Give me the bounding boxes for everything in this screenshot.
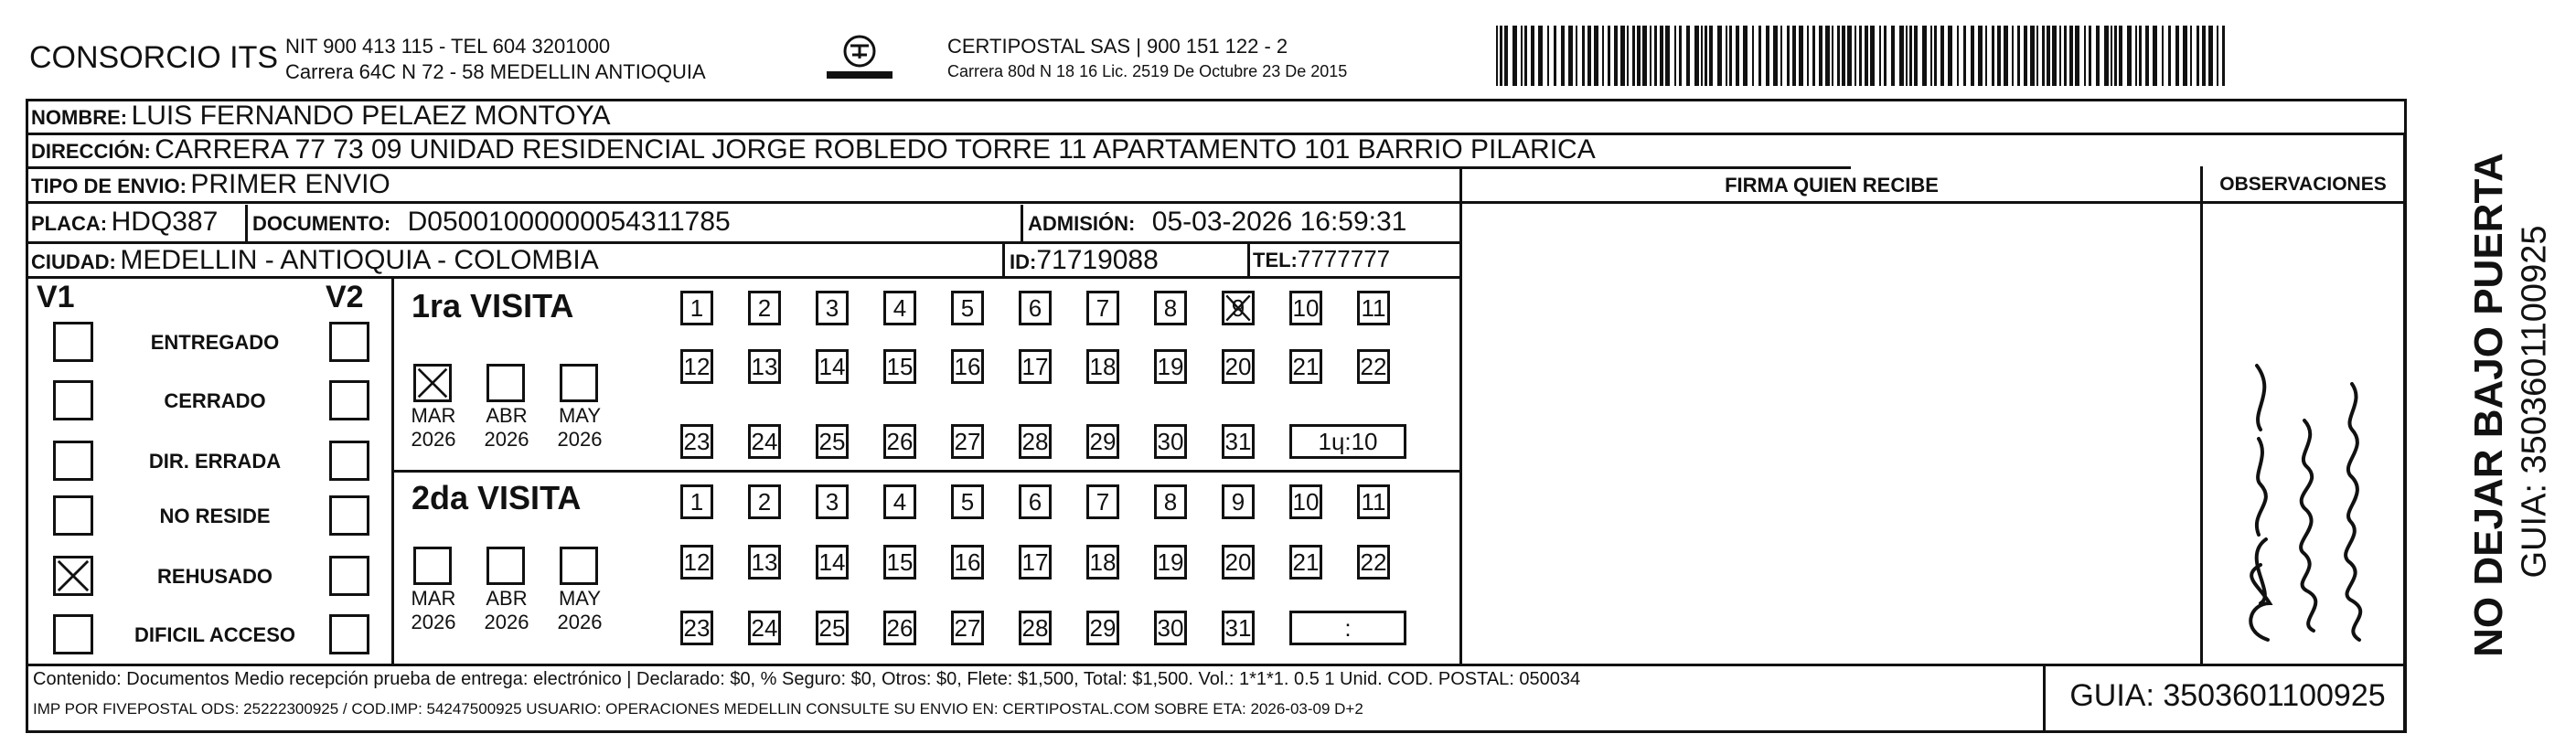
placa-row — [31, 207, 218, 238]
side-no-dejar: NO DEJAR BAJO PUERTA — [2466, 153, 2511, 657]
status-label: DIFICIL ACCESO — [134, 623, 295, 646]
day-box[interactable]: 29 — [1086, 611, 1119, 645]
day-box[interactable]: 25 — [816, 424, 849, 459]
barcode-bar — [1642, 26, 1647, 86]
nombre-label: NOMBRE: — [31, 106, 128, 129]
company-nit: NIT 900 413 115 - TEL 604 3201000 — [285, 35, 611, 58]
day-box[interactable]: 4 — [883, 484, 916, 519]
month-checkbox[interactable] — [413, 547, 452, 585]
barcode-bar — [1561, 26, 1565, 86]
year-label: 2026 — [557, 611, 603, 633]
barcode-bar — [1859, 26, 1862, 86]
day-box[interactable]: 26 — [883, 424, 916, 459]
footer-imp: IMP POR FIVEPOSTAL ODS: 25222300925 / COD.IMP: 54247500925 USUARIO: OPERACIONES MEDELLIN CONSULTE SU ENVIO EN: CERTIPOSTAL.COM SOBRE ETA: 2026-03-09 D+2 — [33, 700, 1363, 718]
barcode-bar — [1985, 26, 1987, 86]
status-label: CERRADO — [164, 389, 266, 412]
day-box[interactable]: 14 — [816, 545, 849, 580]
day-box[interactable]: 15 — [883, 545, 916, 580]
barcode-bar — [1792, 26, 1796, 86]
month-label: ABR — [486, 404, 528, 427]
day-box[interactable]: 9 — [1222, 484, 1255, 519]
day-box[interactable]: 18 — [1086, 349, 1119, 384]
barcode-bar — [2075, 26, 2079, 86]
barcode-bar — [1847, 26, 1852, 86]
day-box[interactable]: 11 — [1357, 291, 1390, 325]
month-checkbox[interactable] — [486, 547, 525, 585]
barcode-bar — [1568, 26, 1573, 86]
barcode-bar — [2190, 26, 2192, 86]
barcode-bar — [2042, 26, 2045, 86]
day-box[interactable]: 18 — [1086, 545, 1119, 580]
year-label: 2026 — [484, 428, 529, 451]
year-label: 2026 — [411, 428, 456, 451]
day-box[interactable]: 11 — [1357, 484, 1390, 519]
v1-header: V1 — [37, 280, 75, 314]
barcode-bar — [1650, 26, 1651, 86]
barcode-bar — [2222, 26, 2225, 86]
barcode-bar — [1819, 26, 1822, 86]
barcode-bar — [1906, 26, 1908, 86]
status-label: DIR. ERRADA — [148, 450, 282, 473]
admision-label: ADMISIÓN: — [1028, 212, 1136, 235]
barcode-bar — [1934, 26, 1937, 86]
day-box[interactable]: 19 — [1154, 349, 1187, 384]
barcode — [1496, 26, 2228, 86]
barcode-bar — [1884, 26, 1887, 86]
barcode-bar — [1879, 26, 1881, 86]
barcode-bar — [2168, 26, 2171, 86]
barcode-bar — [2012, 26, 2014, 86]
day-box[interactable]: 5 — [951, 291, 984, 325]
handwritten-note — [2204, 329, 2401, 658]
day-box[interactable]: 8 — [1154, 484, 1187, 519]
barcode-bar — [1766, 26, 1769, 86]
barcode-bar — [1701, 26, 1703, 86]
barcode-bar — [1686, 26, 1690, 86]
ciudad-value: MEDELLIN - ANTIOQUIA - COLOMBIA — [120, 245, 599, 275]
placa-value: HDQ387 — [111, 207, 219, 237]
id-label: ID: — [1010, 250, 1037, 273]
certipostal-info: CERTIPOSTAL SAS | 900 151 122 - 2 — [947, 35, 1288, 58]
barcode-bar — [1899, 26, 1904, 86]
barcode-bar — [1773, 26, 1778, 86]
barcode-bar — [2096, 26, 2100, 86]
status-label: REHUSADO — [157, 565, 273, 588]
barcode-bar — [1679, 26, 1682, 86]
barcode-bar — [1812, 26, 1815, 86]
barcode-bar — [1729, 26, 1732, 86]
barcode-bar — [1799, 26, 1803, 86]
day-box[interactable]: 17 — [1019, 349, 1052, 384]
barcode-bar — [1825, 26, 1830, 86]
barcode-bar — [2127, 26, 2132, 86]
barcode-bar — [1940, 26, 1944, 86]
month-checkbox[interactable] — [560, 364, 598, 402]
day-box[interactable]: 8 — [1154, 291, 1187, 325]
barcode-bar — [1971, 26, 1974, 86]
barcode-bar — [1743, 26, 1748, 86]
barcode-bar — [2139, 26, 2142, 86]
day-box[interactable]: 10 — [1289, 484, 1322, 519]
tipo-value: PRIMER ENVIO — [190, 169, 390, 199]
barcode-bar — [1632, 26, 1635, 86]
barcode-bar — [1997, 26, 2001, 86]
tipo-row — [31, 169, 390, 200]
barcode-bar — [1705, 26, 1707, 86]
v2-checkbox[interactable] — [329, 556, 369, 596]
nombre-value: LUIS FERNANDO PELAEZ MONTOYA — [131, 101, 611, 131]
v2-checkbox[interactable] — [329, 495, 369, 536]
placa-label: PLACA: — [31, 212, 108, 235]
barcode-bar — [1865, 26, 1868, 86]
barcode-bar — [1842, 26, 1845, 86]
year-label: 2026 — [484, 611, 529, 633]
month-label: MAR — [411, 404, 456, 427]
month-label: MAR — [411, 587, 456, 610]
barcode-bar — [1496, 26, 1498, 86]
barcode-bar — [2217, 26, 2218, 86]
v1-checkbox[interactable] — [53, 322, 93, 362]
barcode-bar — [1752, 26, 1754, 86]
certipostal-logo — [814, 31, 905, 86]
barcode-bar — [2069, 26, 2073, 86]
v1-checkbox[interactable] — [53, 556, 93, 596]
day-box[interactable]: 28 — [1019, 611, 1052, 645]
barcode-bar — [1780, 26, 1782, 86]
barcode-bar — [2004, 26, 2008, 86]
day-box[interactable]: 16 — [951, 545, 984, 580]
day-box[interactable]: 27 — [951, 424, 984, 459]
day-box[interactable]: 17 — [1019, 545, 1052, 580]
barcode-bar — [2202, 26, 2206, 86]
year-label: 2026 — [557, 428, 603, 451]
day-box[interactable]: 4 — [883, 291, 916, 325]
side-guia: GUIA: 3503601100925 — [2515, 225, 2554, 579]
barcode-bar — [1807, 26, 1809, 86]
day-box[interactable]: 2 — [748, 291, 781, 325]
day-box[interactable]: 3 — [816, 291, 849, 325]
day-box[interactable]: 23 — [680, 424, 713, 459]
time-field[interactable]: : — [1289, 611, 1406, 645]
month-checkbox[interactable] — [413, 364, 452, 402]
barcode-bar — [1627, 26, 1629, 86]
barcode-bar — [1554, 26, 1556, 86]
barcode-bar — [2119, 26, 2122, 86]
documento-row — [252, 207, 731, 238]
ciudad-label: CIUDAD: — [31, 250, 116, 273]
barcode-bar — [1758, 26, 1761, 86]
company-name: CONSORCIO ITS — [29, 40, 279, 75]
barcode-bar — [1504, 26, 1508, 86]
day-box[interactable]: 5 — [951, 484, 984, 519]
barcode-bar — [1594, 26, 1598, 86]
barcode-bar — [2104, 26, 2109, 86]
barcode-bar — [2153, 26, 2157, 86]
barcode-bar — [1614, 26, 1618, 86]
barcode-bar — [2145, 26, 2149, 86]
company-address: Carrera 64C N 72 - 58 MEDELLIN ANTIOQUIA — [285, 60, 706, 83]
barcode-bar — [2064, 26, 2067, 86]
month-label: MAY — [558, 587, 602, 610]
barcode-bar — [1524, 26, 1527, 86]
barcode-bar — [1837, 26, 1840, 86]
barcode-bar — [1660, 26, 1663, 86]
barcode-bar — [1717, 26, 1722, 86]
barcode-bar — [1587, 26, 1591, 86]
day-box[interactable]: 24 — [748, 424, 781, 459]
footer-content: Contenido: Documentos Medio recepción prueba de entrega: electrónico | Declarado: $0, % Seguro: $0, Otros: $0, Flete: $1,500, Total: $1,500. Vol.: 1*1*1. 0.5 1 Unid. COD. POSTAL: 050034 — [33, 669, 1581, 689]
day-box[interactable]: 6 — [1019, 291, 1052, 325]
barcode-bar — [2175, 26, 2179, 86]
time-field[interactable]: 1ɥ:10 — [1289, 424, 1406, 459]
tel-row — [1253, 245, 1390, 273]
barcode-bar — [1891, 26, 1895, 86]
barcode-bar — [1978, 26, 1983, 86]
barcode-bar — [2197, 26, 2199, 86]
barcode-bar — [1930, 26, 1932, 86]
admision-row — [1028, 207, 1406, 238]
day-box[interactable]: 31 — [1222, 424, 1255, 459]
barcode-bar — [1538, 26, 1543, 86]
barcode-bar — [1521, 26, 1523, 86]
barcode-bar — [1531, 26, 1534, 86]
day-box[interactable]: 13 — [748, 545, 781, 580]
id-row — [1010, 245, 1159, 276]
barcode-bar — [1832, 26, 1833, 86]
id-value: 71719088 — [1036, 245, 1159, 275]
footer-guia: GUIA: 3503601100925 — [2069, 678, 2386, 713]
day-box[interactable]: 14 — [816, 349, 849, 384]
month-label: ABR — [486, 587, 528, 610]
barcode-bar — [2208, 26, 2213, 86]
barcode-bar — [1957, 26, 1959, 86]
day-box[interactable]: 1 — [680, 484, 713, 519]
barcode-bar — [1602, 26, 1604, 86]
barcode-bar — [1922, 26, 1927, 86]
day-box[interactable]: 22 — [1357, 545, 1390, 580]
day-box[interactable]: 12 — [680, 349, 713, 384]
side-text — [2410, 108, 2575, 729]
day-box[interactable]: 20 — [1222, 349, 1255, 384]
day-box[interactable]: 30 — [1154, 611, 1187, 645]
day-box[interactable]: 2 — [748, 484, 781, 519]
v1-checkbox[interactable] — [53, 441, 93, 481]
tel-label: TEL: — [1253, 249, 1298, 271]
barcode-bar — [2111, 26, 2112, 86]
barcode-bar — [1665, 26, 1670, 86]
barcode-bar — [2017, 26, 2020, 86]
month-label: MAY — [558, 404, 602, 427]
day-box[interactable]: 23 — [680, 611, 713, 645]
v2-checkbox[interactable] — [329, 614, 369, 654]
barcode-bar — [1709, 26, 1713, 86]
barcode-bar — [1736, 26, 1739, 86]
barcode-bar — [2024, 26, 2027, 86]
day-box[interactable]: 7 — [1086, 291, 1119, 325]
v2-checkbox[interactable] — [329, 441, 369, 481]
barcode-bar — [2162, 26, 2164, 86]
barcode-bar — [1674, 26, 1676, 86]
day-box[interactable]: 13 — [748, 349, 781, 384]
barcode-bar — [1726, 26, 1727, 86]
day-box[interactable]: 28 — [1019, 424, 1052, 459]
barcode-bar — [1948, 26, 1952, 86]
day-box[interactable]: 30 — [1154, 424, 1187, 459]
day-box[interactable]: 22 — [1357, 349, 1390, 384]
day-box[interactable]: 21 — [1289, 545, 1322, 580]
day-box[interactable]: 26 — [883, 611, 916, 645]
day-box[interactable]: 20 — [1222, 545, 1255, 580]
direccion-row — [31, 134, 1596, 165]
day-box[interactable]: 21 — [1289, 349, 1322, 384]
v1-checkbox[interactable] — [53, 495, 93, 536]
v1-checkbox[interactable] — [53, 614, 93, 654]
day-box[interactable]: 12 — [680, 545, 713, 580]
barcode-bar — [1909, 26, 1912, 86]
day-box[interactable]: 25 — [816, 611, 849, 645]
visit1-title: 1ra VISITA — [412, 287, 574, 324]
day-box[interactable]: 9 — [1222, 291, 1255, 325]
day-box[interactable]: 3 — [816, 484, 849, 519]
nombre-row — [31, 101, 611, 132]
barcode-bar — [2089, 26, 2091, 86]
visit2-title: 2da VISITA — [412, 479, 582, 516]
barcode-bar — [1576, 26, 1577, 86]
day-box[interactable]: 6 — [1019, 484, 1052, 519]
barcode-bar — [1855, 26, 1856, 86]
admision-value: 05-03-2026 16:59:31 — [1151, 207, 1407, 237]
v2-checkbox[interactable] — [329, 380, 369, 420]
barcode-bar — [2052, 26, 2057, 86]
barcode-bar — [1992, 26, 1994, 86]
v2-header: V2 — [326, 280, 364, 314]
barcode-bar — [2036, 26, 2038, 86]
barcode-bar — [1620, 26, 1625, 86]
tipo-label: TIPO DE ENVIO: — [31, 175, 187, 197]
barcode-bar — [1963, 26, 1966, 86]
barcode-bar — [1500, 26, 1502, 86]
documento-value: D05001000000054311785 — [407, 207, 731, 237]
status-label: NO RESIDE — [159, 505, 271, 527]
month-checkbox[interactable] — [486, 364, 525, 402]
day-box[interactable]: 19 — [1154, 545, 1187, 580]
documento-label: DOCUMENTO: — [252, 212, 391, 235]
day-box[interactable]: 29 — [1086, 424, 1119, 459]
barcode-bar — [2047, 26, 2050, 86]
day-box[interactable]: 7 — [1086, 484, 1119, 519]
tel-value: 7777777 — [1297, 245, 1391, 272]
barcode-bar — [2059, 26, 2061, 86]
firma-header: FIRMA QUIEN RECIBE — [1725, 174, 1939, 197]
day-box[interactable]: 16 — [951, 349, 984, 384]
direccion-value: CARRERA 77 73 09 UNIDAD RESIDENCIAL JORGE ROBLEDO TORRE 11 APARTAMENTO 101 BARRIO PILARICA — [155, 134, 1596, 165]
day-box[interactable]: 15 — [883, 349, 916, 384]
barcode-bar — [2183, 26, 2187, 86]
barcode-bar — [2084, 26, 2086, 86]
barcode-bar — [2030, 26, 2035, 86]
barcode-bar — [1547, 26, 1549, 86]
ciudad-row — [31, 245, 599, 276]
status-label: ENTREGADO — [150, 331, 280, 354]
certipostal-license: Carrera 80d N 18 16 Lic. 2519 De Octubre 23 De 2015 — [947, 62, 1348, 80]
day-box[interactable]: 31 — [1222, 611, 1255, 645]
barcode-bar — [1608, 26, 1610, 86]
barcode-bar — [1787, 26, 1790, 86]
day-box[interactable]: 27 — [951, 611, 984, 645]
barcode-bar — [2135, 26, 2137, 86]
barcode-bar — [1637, 26, 1641, 86]
direccion-label: DIRECCIÓN: — [31, 140, 151, 163]
day-box[interactable]: 24 — [748, 611, 781, 645]
barcode-bar — [1694, 26, 1699, 86]
observaciones-header: OBSERVACIONES — [2219, 174, 2387, 195]
month-checkbox[interactable] — [560, 547, 598, 585]
barcode-bar — [1870, 26, 1875, 86]
day-box[interactable]: 1 — [680, 291, 713, 325]
v1-checkbox[interactable] — [53, 380, 93, 420]
barcode-bar — [1914, 26, 1918, 86]
barcode-bar — [1654, 26, 1657, 86]
day-box[interactable]: 10 — [1289, 291, 1322, 325]
v2-checkbox[interactable] — [329, 322, 369, 362]
barcode-bar — [2114, 26, 2117, 86]
year-label: 2026 — [411, 611, 456, 633]
barcode-bar — [1512, 26, 1517, 86]
barcode-bar — [1582, 26, 1585, 86]
